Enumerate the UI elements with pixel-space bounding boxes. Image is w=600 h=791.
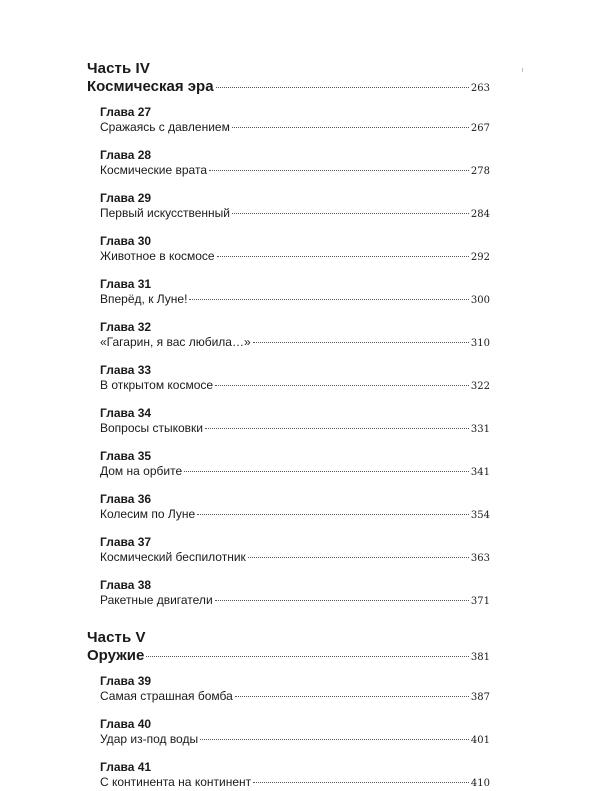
chapter-label: Глава 29 <box>100 191 152 205</box>
chapter-title-row <box>100 775 490 791</box>
chapter-title-row <box>100 732 490 748</box>
page-number: 284 <box>470 209 490 220</box>
chapter-entry[interactable] <box>100 363 490 394</box>
part-title-row[interactable] <box>87 647 490 667</box>
page-number: 371 <box>470 596 490 607</box>
chapter-title: Вперёд, к Луне! <box>100 292 188 306</box>
chapter-title-row <box>100 550 490 566</box>
dot-leader <box>205 428 469 429</box>
page-number: 401 <box>470 735 490 746</box>
chapter-label: Глава 35 <box>100 449 152 463</box>
chapter-title-row <box>100 464 490 480</box>
chapter-entry[interactable] <box>100 674 490 705</box>
chapter-entry[interactable] <box>100 191 490 222</box>
page-number: 310 <box>470 338 490 349</box>
chapter-label: Глава 27 <box>100 105 152 119</box>
dot-leader <box>215 385 469 386</box>
chapter-label: Глава 32 <box>100 320 152 334</box>
chapter-title-row <box>100 378 490 394</box>
chapter-entry[interactable] <box>100 148 490 179</box>
dot-leader <box>217 256 469 257</box>
page-number: 354 <box>470 510 490 521</box>
chapter-label: Глава 30 <box>100 234 152 248</box>
chapter-entry[interactable] <box>100 535 490 566</box>
dot-leader <box>248 557 469 558</box>
part-title: Оружие <box>87 647 145 664</box>
chapter-title: С континента на континент <box>100 775 252 789</box>
chapter-title: Колесим по Луне <box>100 507 196 521</box>
chapter-list <box>100 105 490 609</box>
chapter-title: Космический беспилотник <box>100 550 246 564</box>
chapter-title: Дом на орбите <box>100 464 183 478</box>
chapter-entry[interactable] <box>100 406 490 437</box>
chapter-entry[interactable] <box>100 578 490 609</box>
chapter-title-row <box>100 689 490 705</box>
dot-leader <box>215 600 469 601</box>
chapter-title-row <box>100 507 490 523</box>
chapter-label: Глава 31 <box>100 277 152 291</box>
chapter-title: Космические врата <box>100 163 207 177</box>
page-number: 300 <box>470 295 490 306</box>
chapter-title: Сражаясь с давлением <box>100 120 230 134</box>
chapter-title: Вопросы стыковки <box>100 421 203 435</box>
page-number: 292 <box>470 252 490 263</box>
page-number: 341 <box>470 467 490 478</box>
part-4 <box>87 60 490 609</box>
part-5 <box>87 629 490 791</box>
chapter-entry[interactable] <box>100 760 490 791</box>
dot-leader <box>253 782 469 783</box>
chapter-title-row <box>100 163 490 179</box>
dot-leader <box>197 514 469 515</box>
page-number: 331 <box>470 424 490 435</box>
chapter-entry[interactable] <box>100 492 490 523</box>
chapter-title: Первый искусственный <box>100 206 230 220</box>
page-number: 410 <box>470 778 490 789</box>
chapter-label: Глава 39 <box>100 674 152 688</box>
page-number: 322 <box>470 381 490 392</box>
chapter-entry[interactable] <box>100 320 490 351</box>
page-number: 263 <box>470 83 490 94</box>
chapter-title-row <box>100 593 490 609</box>
dot-leader <box>232 127 469 128</box>
chapter-title-row <box>100 249 490 265</box>
chapter-label: Глава 41 <box>100 760 152 774</box>
chapter-title: Самая страшная бомба <box>100 689 233 703</box>
chapter-title-row <box>100 292 490 308</box>
chapter-entry[interactable] <box>100 717 490 748</box>
chapter-title-row <box>100 120 490 136</box>
dot-leader <box>235 696 469 697</box>
page-number: 387 <box>470 692 490 703</box>
part-label: Часть V <box>87 629 146 646</box>
chapter-title-row <box>100 206 490 222</box>
dot-leader <box>209 170 469 171</box>
chapter-label: Глава 34 <box>100 406 152 420</box>
chapter-label: Глава 38 <box>100 578 152 592</box>
chapter-title: «Гагарин, я вас любила…» <box>100 335 251 349</box>
chapter-title-row <box>100 421 490 437</box>
chapter-title: Удар из-под воды <box>100 732 199 746</box>
chapter-title: В открытом космосе <box>100 378 214 392</box>
chapter-entry[interactable] <box>100 277 490 308</box>
dot-leader <box>184 471 469 472</box>
page-number: 267 <box>470 123 490 134</box>
chapter-entry[interactable] <box>100 449 490 480</box>
part-label: Часть IV <box>87 60 150 77</box>
part-title: Космическая эра <box>87 78 214 95</box>
page-number: 381 <box>470 652 490 663</box>
chapter-list <box>100 674 490 791</box>
dot-leader <box>200 739 469 740</box>
scan-speck <box>522 68 523 72</box>
chapter-entry[interactable] <box>100 234 490 265</box>
chapter-label: Глава 36 <box>100 492 152 506</box>
chapter-title-row <box>100 335 490 351</box>
dot-leader <box>253 342 469 343</box>
chapter-entry[interactable] <box>100 105 490 136</box>
dot-leader <box>216 87 469 88</box>
page-number: 363 <box>470 553 490 564</box>
part-title-row[interactable] <box>87 78 490 98</box>
chapter-title: Животное в космосе <box>100 249 215 263</box>
chapter-title: Ракетные двигатели <box>100 593 213 607</box>
page-number: 278 <box>470 166 490 177</box>
dot-leader <box>189 299 468 300</box>
dot-leader <box>146 656 469 657</box>
table-of-contents <box>87 60 490 791</box>
dot-leader <box>232 213 469 214</box>
chapter-label: Глава 28 <box>100 148 152 162</box>
chapter-label: Глава 37 <box>100 535 152 549</box>
chapter-label: Глава 40 <box>100 717 152 731</box>
chapter-label: Глава 33 <box>100 363 152 377</box>
